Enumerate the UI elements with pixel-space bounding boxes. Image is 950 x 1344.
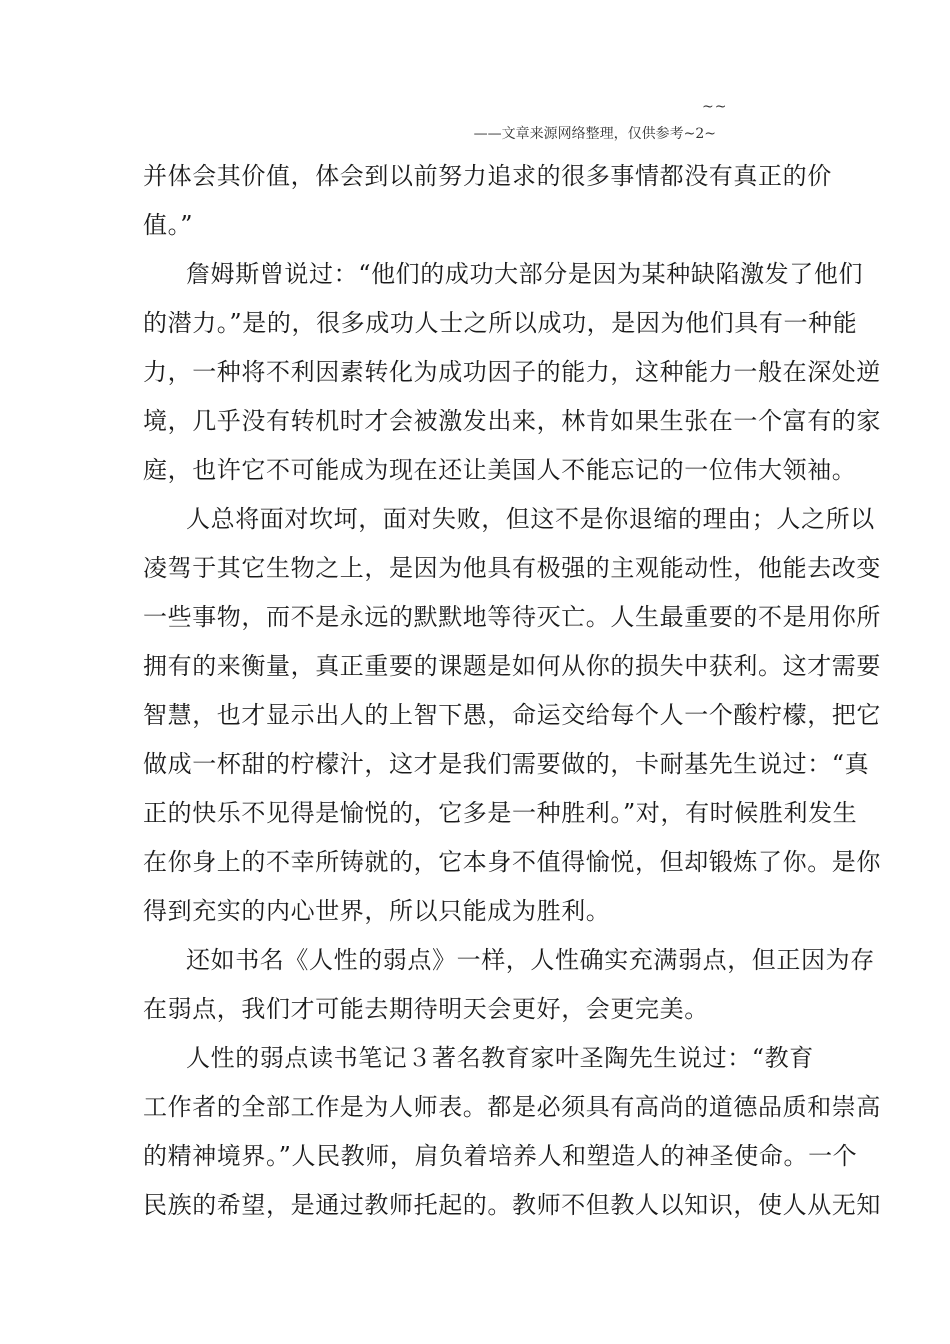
text-line: 拥有的来衡量，真正重要的课题是如何从你的损失中获利。这才需要 <box>143 652 881 680</box>
text-line: 境，几乎没有转机时才会被激发出来，林肯如果生张在一个富有的家 <box>143 407 881 435</box>
text-line: 得到充实的内心世界，所以只能成为胜利。 <box>143 897 611 925</box>
text-line: 智慧，也才显示出人的上智下愚，命运交给每个人一个酸柠檬，把它 <box>143 701 881 729</box>
text-line: 在弱点，我们才可能去期待明天会更好，会更完美。 <box>143 995 709 1023</box>
text-line: 并体会其价值，体会到以前努力追求的很多事情都没有真正的价 <box>143 162 832 190</box>
text-line: 在你身上的不幸所铸就的，它本身不值得愉悦，但却锻炼了你。是你 <box>143 848 881 876</box>
text-line: 值。” <box>143 211 194 239</box>
body-text <box>143 152 881 1230</box>
text-line: 力，一种将不利因素转化为成功因子的能力，这种能力一般在深处逆 <box>143 358 881 386</box>
text-line: 工作者的全部工作是为人师表。都是必须具有高尚的道德品质和崇高 <box>143 1093 881 1121</box>
paragraph-first-line: 詹姆斯曾说过：“他们的成功大部分是因为某种缺陷激发了他们 <box>186 260 864 288</box>
text-line: 庭，也许它不可能成为现在还让美国人不能忘记的一位伟大领袖。 <box>143 456 857 484</box>
text-line: 民族的希望，是通过教师托起的。教师不但教人以知识，使人从无知 <box>143 1191 881 1219</box>
paragraph-first-line: 人性的弱点读书笔记３著名教育家叶圣陶先生说过：“教育 <box>186 1044 814 1072</box>
header-tilde-mark: ~~ <box>702 99 728 115</box>
text-line: 做成一杯甜的柠檬汁，这才是我们需要做的，卡耐基先生说过：“真 <box>143 750 870 778</box>
text-line: 的潜力。”是的，很多成功人士之所以成功，是因为他们具有一种能 <box>143 309 858 337</box>
paragraph-first-line: 人总将面对坎坷，面对失败，但这不是你退缩的理由；人之所以 <box>186 505 875 533</box>
text-line: 凌驾于其它生物之上，是因为他具有极强的主观能动性，他能去改变 <box>143 554 881 582</box>
paragraph-first-line: 还如书名《人性的弱点》一样，人性确实充满弱点，但正因为存 <box>186 946 875 974</box>
text-line: 一些事物，而不是永远的默默地等待灭亡。人生最重要的不是用你所 <box>143 603 881 631</box>
source-note-text: ——文章来源网络整理，仅供参考 <box>473 126 684 142</box>
header-source-note <box>474 125 716 143</box>
text-line: 正的快乐不见得是愉悦的，它多是一种胜利。”对，有时候胜利发生 <box>143 799 858 827</box>
text-line: 的精神境界。”人民教师，肩负着培养人和塑造人的神圣使命。一个 <box>143 1142 858 1170</box>
page-number: ~2~ <box>683 126 716 142</box>
